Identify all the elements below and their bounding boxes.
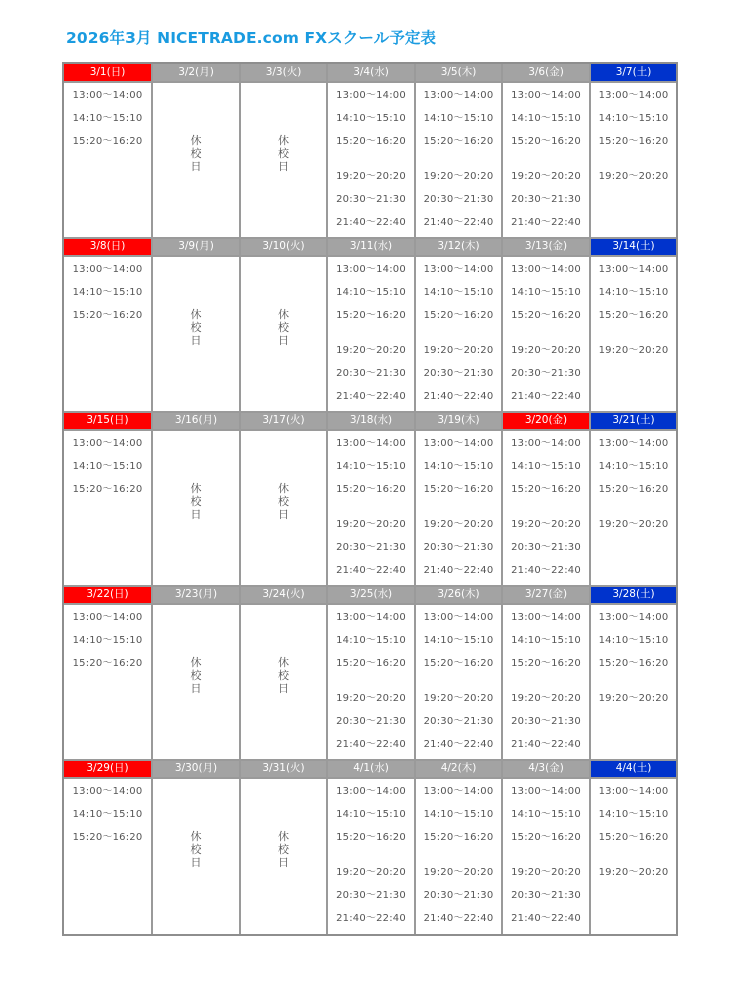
day-header: 4/1(水) bbox=[328, 760, 414, 777]
calendar-day bbox=[589, 64, 676, 238]
time-slot: 14:10～15:10 bbox=[336, 113, 406, 124]
time-slot: 21:40～22:40 bbox=[336, 217, 406, 228]
time-slot: 14:10～15:10 bbox=[511, 113, 581, 124]
calendar-day bbox=[414, 760, 501, 934]
time-slot: 15:20～16:20 bbox=[72, 484, 143, 495]
time-slot: 21:40～22:40 bbox=[423, 739, 494, 750]
calendar-day bbox=[326, 238, 414, 412]
closed-char: 休 bbox=[278, 656, 289, 669]
day-header: 3/2(月) bbox=[153, 64, 239, 81]
day-header: 3/13(金) bbox=[503, 238, 589, 255]
time-slot: 14:10～15:10 bbox=[511, 809, 581, 820]
time-slot: 21:40～22:40 bbox=[511, 217, 581, 228]
time-slot: 14:10～15:10 bbox=[598, 635, 669, 646]
closed-day-label bbox=[153, 482, 239, 521]
day-header: 3/7(土) bbox=[591, 64, 676, 81]
time-slot: 19:20～20:20 bbox=[423, 345, 494, 356]
time-slot: 20:30～21:30 bbox=[423, 194, 494, 205]
calendar-week bbox=[64, 238, 676, 412]
day-header: 3/8(日) bbox=[64, 238, 151, 255]
day-header: 3/16(月) bbox=[153, 412, 239, 429]
closed-char: 校 bbox=[190, 321, 202, 334]
time-slot: 15:20～16:20 bbox=[72, 832, 143, 843]
day-header: 3/25(水) bbox=[328, 586, 414, 603]
closed-char: 日 bbox=[190, 160, 202, 173]
time-slot: 15:20～16:20 bbox=[423, 136, 494, 147]
closed-char: 日 bbox=[278, 682, 289, 695]
time-slot: 13:00～14:00 bbox=[598, 438, 669, 449]
time-slot: 13:00～14:00 bbox=[423, 612, 494, 623]
time-slot: 19:20～20:20 bbox=[423, 171, 494, 182]
closed-day-label bbox=[153, 134, 239, 173]
time-slot: 15:20～16:20 bbox=[72, 310, 143, 321]
closed-char: 校 bbox=[190, 495, 202, 508]
day-header: 3/26(木) bbox=[416, 586, 501, 603]
closed-char: 校 bbox=[278, 147, 289, 160]
time-slot: 15:20～16:20 bbox=[336, 136, 406, 147]
time-slot: 15:20～16:20 bbox=[423, 310, 494, 321]
time-slot: 13:00～14:00 bbox=[598, 264, 669, 275]
time-slot: 14:10～15:10 bbox=[423, 809, 494, 820]
time-slot: 13:00～14:00 bbox=[72, 612, 143, 623]
closed-char: 休 bbox=[190, 308, 202, 321]
time-slot: 14:10～15:10 bbox=[511, 461, 581, 472]
closed-char: 日 bbox=[190, 856, 202, 869]
closed-char: 日 bbox=[190, 682, 202, 695]
time-slot: 14:10～15:10 bbox=[423, 461, 494, 472]
closed-day-label bbox=[241, 308, 326, 347]
closed-char: 休 bbox=[278, 134, 289, 147]
day-header: 3/29(日) bbox=[64, 760, 151, 777]
day-header: 3/18(水) bbox=[328, 412, 414, 429]
calendar-day bbox=[239, 586, 326, 760]
calendar-day bbox=[64, 238, 151, 412]
day-header: 4/3(金) bbox=[503, 760, 589, 777]
calendar-day bbox=[501, 238, 589, 412]
time-slot: 15:20～16:20 bbox=[423, 832, 494, 843]
time-slot: 15:20～16:20 bbox=[72, 658, 143, 669]
calendar-day bbox=[501, 412, 589, 586]
time-slot: 14:10～15:10 bbox=[336, 635, 406, 646]
calendar-day bbox=[414, 64, 501, 238]
closed-char: 校 bbox=[278, 495, 289, 508]
day-header: 3/3(火) bbox=[241, 64, 326, 81]
closed-day-label bbox=[153, 830, 239, 869]
day-header: 3/9(月) bbox=[153, 238, 239, 255]
time-slot: 19:20～20:20 bbox=[336, 693, 406, 704]
time-slot: 21:40～22:40 bbox=[423, 913, 494, 924]
time-slot: 19:20～20:20 bbox=[511, 171, 581, 182]
time-slot: 15:20～16:20 bbox=[598, 658, 669, 669]
day-header: 3/10(火) bbox=[241, 238, 326, 255]
time-slot: 14:10～15:10 bbox=[423, 113, 494, 124]
time-slot: 14:10～15:10 bbox=[598, 113, 669, 124]
day-header: 3/17(火) bbox=[241, 412, 326, 429]
day-header: 3/20(金) bbox=[503, 412, 589, 429]
closed-char: 休 bbox=[278, 308, 289, 321]
time-slot: 14:10～15:10 bbox=[336, 287, 406, 298]
time-slot: 13:00～14:00 bbox=[336, 90, 406, 101]
time-slot: 15:20～16:20 bbox=[336, 484, 406, 495]
closed-char: 日 bbox=[278, 508, 289, 521]
calendar-day bbox=[64, 412, 151, 586]
time-slot: 21:40～22:40 bbox=[336, 391, 406, 402]
time-slot: 20:30～21:30 bbox=[423, 542, 494, 553]
time-slot: 20:30～21:30 bbox=[511, 194, 581, 205]
time-slot: 15:20～16:20 bbox=[598, 832, 669, 843]
time-slot: 15:20～16:20 bbox=[511, 484, 581, 495]
calendar-day bbox=[64, 760, 151, 934]
time-slot: 13:00～14:00 bbox=[423, 90, 494, 101]
closed-char: 校 bbox=[278, 669, 289, 682]
day-header: 3/24(火) bbox=[241, 586, 326, 603]
time-slot: 21:40～22:40 bbox=[511, 565, 581, 576]
time-slot: 19:20～20:20 bbox=[598, 345, 669, 356]
time-slot: 14:10～15:10 bbox=[72, 809, 143, 820]
day-header: 3/27(金) bbox=[503, 586, 589, 603]
time-slot: 14:10～15:10 bbox=[72, 461, 143, 472]
time-slot: 14:10～15:10 bbox=[423, 635, 494, 646]
time-slot: 21:40～22:40 bbox=[336, 739, 406, 750]
time-slot: 13:00～14:00 bbox=[511, 90, 581, 101]
time-slot: 13:00～14:00 bbox=[336, 612, 406, 623]
time-slot: 20:30～21:30 bbox=[336, 890, 406, 901]
closed-char: 校 bbox=[190, 669, 202, 682]
time-slot: 21:40～22:40 bbox=[336, 913, 406, 924]
time-slot: 13:00～14:00 bbox=[598, 612, 669, 623]
time-slot: 15:20～16:20 bbox=[336, 310, 406, 321]
day-header: 3/14(土) bbox=[591, 238, 676, 255]
closed-day-label bbox=[241, 830, 326, 869]
day-header: 3/1(日) bbox=[64, 64, 151, 81]
week-divider bbox=[64, 237, 676, 239]
closed-day-label bbox=[153, 308, 239, 347]
closed-char: 校 bbox=[190, 147, 202, 160]
time-slot: 19:20～20:20 bbox=[336, 519, 406, 530]
calendar-week bbox=[64, 586, 676, 760]
calendar-day bbox=[589, 586, 676, 760]
time-slot: 19:20～20:20 bbox=[423, 519, 494, 530]
closed-day-label bbox=[241, 134, 326, 173]
time-slot: 20:30～21:30 bbox=[423, 716, 494, 727]
day-header: 3/22(日) bbox=[64, 586, 151, 603]
time-slot: 20:30～21:30 bbox=[511, 368, 581, 379]
time-slot: 14:10～15:10 bbox=[336, 461, 406, 472]
closed-char: 日 bbox=[190, 508, 202, 521]
time-slot: 20:30～21:30 bbox=[336, 542, 406, 553]
day-header: 3/11(水) bbox=[328, 238, 414, 255]
time-slot: 19:20～20:20 bbox=[598, 693, 669, 704]
calendar-week bbox=[64, 412, 676, 586]
calendar-day bbox=[326, 760, 414, 934]
day-header: 3/23(月) bbox=[153, 586, 239, 603]
closed-char: 日 bbox=[278, 160, 289, 173]
closed-char: 休 bbox=[278, 830, 289, 843]
week-divider bbox=[64, 411, 676, 413]
calendar-day bbox=[589, 760, 676, 934]
day-header: 4/4(土) bbox=[591, 760, 676, 777]
time-slot: 13:00～14:00 bbox=[336, 264, 406, 275]
time-slot: 19:20～20:20 bbox=[598, 171, 669, 182]
time-slot: 20:30～21:30 bbox=[511, 890, 581, 901]
time-slot: 21:40～22:40 bbox=[336, 565, 406, 576]
closed-char: 休 bbox=[278, 482, 289, 495]
time-slot: 14:10～15:10 bbox=[72, 287, 143, 298]
calendar-day bbox=[151, 586, 239, 760]
calendar-day bbox=[239, 412, 326, 586]
time-slot: 15:20～16:20 bbox=[511, 310, 581, 321]
schedule-calendar bbox=[62, 62, 678, 936]
time-slot: 20:30～21:30 bbox=[336, 716, 406, 727]
time-slot: 15:20～16:20 bbox=[336, 832, 406, 843]
time-slot: 19:20～20:20 bbox=[423, 693, 494, 704]
calendar-week bbox=[64, 64, 676, 238]
time-slot: 20:30～21:30 bbox=[423, 368, 494, 379]
calendar-day bbox=[501, 64, 589, 238]
calendar-day bbox=[151, 238, 239, 412]
calendar-day bbox=[501, 586, 589, 760]
time-slot: 14:10～15:10 bbox=[511, 635, 581, 646]
time-slot: 13:00～14:00 bbox=[423, 786, 494, 797]
time-slot: 21:40～22:40 bbox=[423, 565, 494, 576]
calendar-day bbox=[589, 412, 676, 586]
time-slot: 13:00～14:00 bbox=[336, 786, 406, 797]
calendar-day bbox=[414, 412, 501, 586]
time-slot: 13:00～14:00 bbox=[423, 438, 494, 449]
closed-char: 休 bbox=[190, 134, 202, 147]
time-slot: 19:20～20:20 bbox=[336, 171, 406, 182]
calendar-week bbox=[64, 760, 676, 934]
time-slot: 19:20～20:20 bbox=[598, 519, 669, 530]
time-slot: 15:20～16:20 bbox=[598, 484, 669, 495]
calendar-day bbox=[239, 760, 326, 934]
time-slot: 15:20～16:20 bbox=[423, 658, 494, 669]
calendar-day bbox=[414, 586, 501, 760]
closed-char: 休 bbox=[190, 656, 202, 669]
time-slot: 13:00～14:00 bbox=[511, 438, 581, 449]
time-slot: 14:10～15:10 bbox=[598, 461, 669, 472]
page-title: 2026年3月 NICETRADE.com FXスクール予定表 bbox=[66, 29, 437, 47]
closed-day-label bbox=[153, 656, 239, 695]
time-slot: 20:30～21:30 bbox=[423, 890, 494, 901]
time-slot: 21:40～22:40 bbox=[511, 739, 581, 750]
time-slot: 14:10～15:10 bbox=[598, 809, 669, 820]
calendar-day bbox=[151, 412, 239, 586]
calendar-day bbox=[501, 760, 589, 934]
time-slot: 20:30～21:30 bbox=[511, 542, 581, 553]
calendar-day bbox=[326, 64, 414, 238]
day-header: 4/2(木) bbox=[416, 760, 501, 777]
time-slot: 13:00～14:00 bbox=[598, 90, 669, 101]
calendar-day bbox=[64, 64, 151, 238]
time-slot: 13:00～14:00 bbox=[511, 786, 581, 797]
time-slot: 13:00～14:00 bbox=[336, 438, 406, 449]
time-slot: 19:20～20:20 bbox=[511, 519, 581, 530]
time-slot: 15:20～16:20 bbox=[511, 832, 581, 843]
day-header: 3/4(水) bbox=[328, 64, 414, 81]
calendar-day bbox=[589, 238, 676, 412]
calendar-day bbox=[326, 586, 414, 760]
time-slot: 19:20～20:20 bbox=[511, 693, 581, 704]
day-header: 3/31(火) bbox=[241, 760, 326, 777]
time-slot: 13:00～14:00 bbox=[72, 264, 143, 275]
time-slot: 14:10～15:10 bbox=[72, 635, 143, 646]
time-slot: 15:20～16:20 bbox=[72, 136, 143, 147]
time-slot: 21:40～22:40 bbox=[511, 913, 581, 924]
calendar-day bbox=[64, 586, 151, 760]
day-header: 3/6(金) bbox=[503, 64, 589, 81]
day-header: 3/21(土) bbox=[591, 412, 676, 429]
time-slot: 20:30～21:30 bbox=[511, 716, 581, 727]
time-slot: 14:10～15:10 bbox=[598, 287, 669, 298]
week-divider bbox=[64, 759, 676, 761]
calendar-day bbox=[414, 238, 501, 412]
time-slot: 20:30～21:30 bbox=[336, 194, 406, 205]
day-header: 3/5(木) bbox=[416, 64, 501, 81]
time-slot: 21:40～22:40 bbox=[423, 391, 494, 402]
time-slot: 13:00～14:00 bbox=[598, 786, 669, 797]
closed-char: 日 bbox=[278, 856, 289, 869]
time-slot: 13:00～14:00 bbox=[511, 612, 581, 623]
closed-char: 校 bbox=[278, 843, 289, 856]
closed-char: 休 bbox=[190, 830, 202, 843]
time-slot: 14:10～15:10 bbox=[423, 287, 494, 298]
time-slot: 13:00～14:00 bbox=[423, 264, 494, 275]
time-slot: 13:00～14:00 bbox=[72, 438, 143, 449]
time-slot: 14:10～15:10 bbox=[336, 809, 406, 820]
time-slot: 15:20～16:20 bbox=[511, 658, 581, 669]
time-slot: 15:20～16:20 bbox=[598, 136, 669, 147]
calendar-day bbox=[239, 64, 326, 238]
time-slot: 19:20～20:20 bbox=[511, 345, 581, 356]
week-divider bbox=[64, 585, 676, 587]
day-header: 3/15(日) bbox=[64, 412, 151, 429]
day-header: 3/28(土) bbox=[591, 586, 676, 603]
calendar-day bbox=[326, 412, 414, 586]
time-slot: 13:00～14:00 bbox=[72, 90, 143, 101]
closed-char: 日 bbox=[190, 334, 202, 347]
calendar-day bbox=[151, 760, 239, 934]
time-slot: 19:20～20:20 bbox=[598, 867, 669, 878]
time-slot: 15:20～16:20 bbox=[336, 658, 406, 669]
time-slot: 13:00～14:00 bbox=[511, 264, 581, 275]
closed-char: 休 bbox=[190, 482, 202, 495]
closed-char: 校 bbox=[278, 321, 289, 334]
time-slot: 15:20～16:20 bbox=[511, 136, 581, 147]
time-slot: 15:20～16:20 bbox=[423, 484, 494, 495]
time-slot: 21:40～22:40 bbox=[511, 391, 581, 402]
closed-char: 校 bbox=[190, 843, 202, 856]
time-slot: 20:30～21:30 bbox=[336, 368, 406, 379]
time-slot: 19:20～20:20 bbox=[336, 867, 406, 878]
day-header: 3/19(木) bbox=[416, 412, 501, 429]
time-slot: 14:10～15:10 bbox=[72, 113, 143, 124]
time-slot: 21:40～22:40 bbox=[423, 217, 494, 228]
calendar-day bbox=[239, 238, 326, 412]
time-slot: 19:20～20:20 bbox=[511, 867, 581, 878]
time-slot: 14:10～15:10 bbox=[511, 287, 581, 298]
time-slot: 13:00～14:00 bbox=[72, 786, 143, 797]
closed-day-label bbox=[241, 656, 326, 695]
closed-char: 日 bbox=[278, 334, 289, 347]
time-slot: 15:20～16:20 bbox=[598, 310, 669, 321]
day-header: 3/30(月) bbox=[153, 760, 239, 777]
time-slot: 19:20～20:20 bbox=[336, 345, 406, 356]
closed-day-label bbox=[241, 482, 326, 521]
time-slot: 19:20～20:20 bbox=[423, 867, 494, 878]
day-header: 3/12(木) bbox=[416, 238, 501, 255]
calendar-day bbox=[151, 64, 239, 238]
